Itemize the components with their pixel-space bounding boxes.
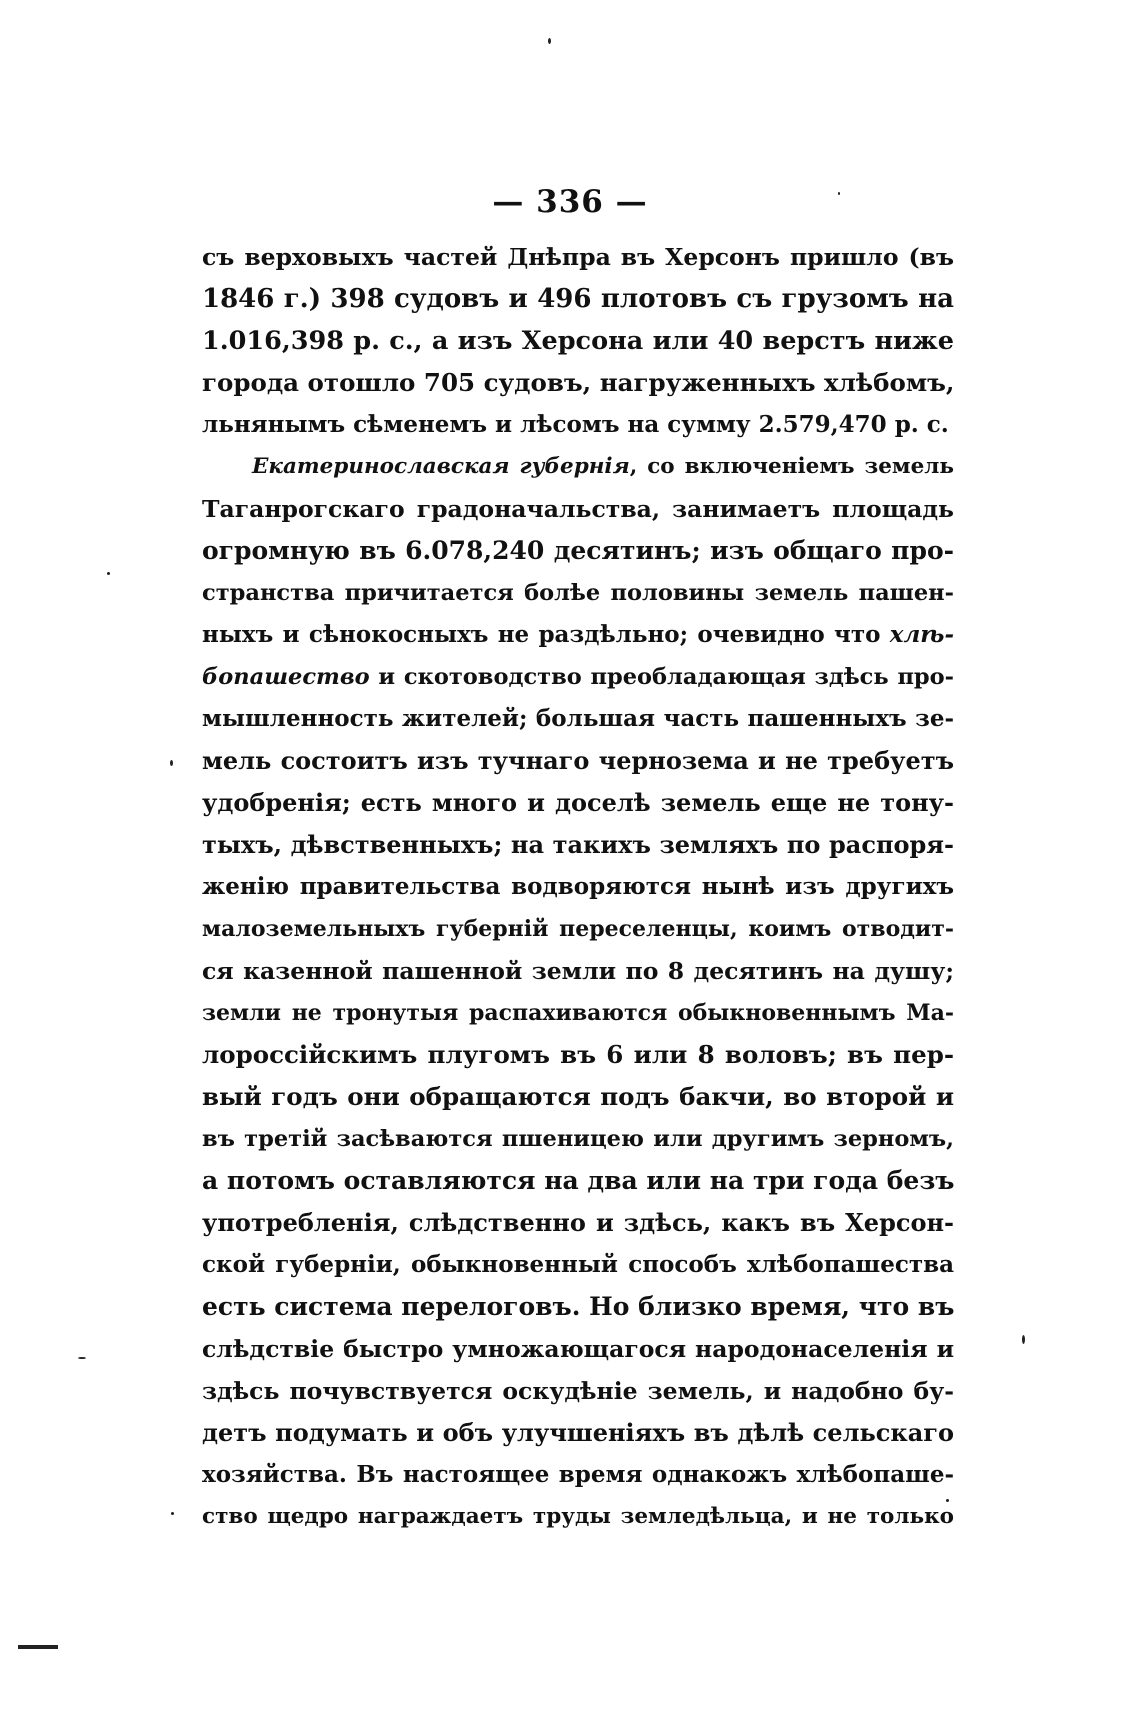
line-segment: 1.016,398 р. с., а изъ Херсона или 40 верстъ ниже (202, 326, 954, 356)
line-segment: тыхъ, дѣвственныхъ; на такихъ земляхъ по распоря- (202, 830, 954, 859)
italic-term: Екатеринославская губернія (252, 454, 630, 479)
scan-mark (18, 1645, 58, 1649)
line-segment: удобренія; есть много и доселѣ земель еще не тону- (202, 788, 954, 817)
text-line (202, 950, 954, 992)
line-segment: огромную въ 6.078,240 десятинъ; изъ общаго про- (202, 536, 954, 565)
text-line (202, 1454, 954, 1496)
scan-speck (78, 1357, 86, 1359)
text-line (202, 992, 954, 1034)
scan-speck (946, 1499, 949, 1502)
text-line (202, 530, 954, 572)
line-segment: съ верховыхъ частей Днѣпра въ Херсонъ пришло (въ (202, 243, 954, 271)
line-segment: 1846 г.) 398 судовъ и 496 плотовъ съ грузомъ на (202, 284, 954, 314)
scan-speck (1022, 1335, 1025, 1344)
text-line (202, 698, 954, 740)
text-line (202, 1286, 954, 1328)
line-segment: ныхъ и сѣнокосныхъ не раздѣльно; очевидно что (202, 621, 890, 648)
line-segment: ской губерніи, обыкновенный способъ хлѣбопашества (202, 1251, 954, 1278)
line-segment: здѣсь почувствуется оскудѣніе земель, и надобно бу- (202, 1377, 954, 1405)
line-segment: и скотоводство преобладающая здѣсь про- (369, 664, 954, 690)
line-segment: слѣдствіе быстро умножающагося народонаселенія и (202, 1335, 954, 1363)
line-segment: льнянымъ сѣменемъ и лѣсомъ на сумму 2.579,470 р. с. (202, 411, 949, 438)
text-line (202, 908, 954, 950)
text-line (202, 320, 954, 362)
text-line (202, 1160, 954, 1202)
text-line (202, 1118, 954, 1160)
line-segment: въ третій засѣваются пшеницею или другимъ зерномъ, (202, 1126, 954, 1152)
text-line (202, 488, 954, 530)
line-segment: есть система перелоговъ. Но близко время, что въ (202, 1292, 955, 1321)
text-line (202, 404, 954, 446)
text-line (202, 236, 954, 278)
line-segment: Таганрогскаго градоначальства, занимаетъ площадь (202, 495, 954, 523)
text-line (202, 1034, 954, 1076)
text-line (202, 1244, 954, 1286)
text-line (202, 1496, 954, 1538)
text-line (202, 278, 954, 320)
line-segment: лороссійскимъ плугомъ въ 6 или 8 воловъ; въ пер- (202, 1040, 954, 1069)
line-segment: города отошло 705 судовъ, нагруженныхъ хлѣбомъ, (202, 368, 955, 397)
text-line (202, 656, 954, 698)
text-line (202, 1412, 954, 1454)
line-segment: странства причитается болѣе половины земель пашен- (202, 580, 954, 606)
line-segment: , со включеніемъ земель (629, 454, 955, 479)
line-segment: земли не тронутыя распахиваются обыкновеннымъ Ма- (202, 1000, 954, 1026)
text-line (202, 614, 954, 656)
line-segment: употребленія, слѣдственно и здѣсь, какъ въ Херсон- (202, 1208, 954, 1237)
text-line (202, 782, 954, 824)
scan-speck (170, 760, 173, 766)
line-segment: ся казенной пашенной земли по 8 десятинъ на душу; (202, 957, 954, 985)
italic-term: хлѣ- (889, 621, 954, 648)
text-line (202, 866, 954, 908)
line-segment: мышленность жителей; большая часть пашенныхъ зе- (202, 705, 954, 732)
text-line (202, 362, 954, 404)
scan-speck (171, 1512, 174, 1515)
line-segment: малоземельныхъ губерній переселенцы, коимъ отводит- (202, 916, 954, 942)
page-number: — 336 — (492, 184, 648, 220)
line-segment: детъ подумать и объ улучшеніяхъ въ дѣлѣ сельскаго (202, 1418, 954, 1447)
scan-speck (838, 192, 840, 195)
text-line (202, 1076, 954, 1118)
text-line (202, 572, 954, 614)
line-segment: ство щедро награждаетъ труды земледѣльца, и не только (202, 1504, 954, 1529)
line-segment: хозяйства. Въ настоящее время однакожъ хлѣбопаше- (202, 1461, 954, 1488)
scan-speck (548, 38, 551, 44)
scan-speck (107, 572, 110, 575)
line-segment: вый годъ они обращаются подъ бакчи, во второй и (202, 1082, 954, 1111)
line-segment: женію правительства водворяются нынѣ изъ другихъ (202, 873, 954, 900)
text-line (202, 824, 954, 866)
line-segment: мель состоитъ изъ тучнаго чернозема и не требуетъ (202, 746, 954, 775)
text-line (202, 446, 954, 488)
line-segment: а потомъ оставляются на два или на три года безъ (202, 1166, 955, 1195)
text-line (202, 740, 954, 782)
text-line (202, 1202, 954, 1244)
page-text (202, 236, 954, 1538)
text-line (202, 1370, 954, 1412)
text-line (202, 1328, 954, 1370)
italic-term: бопашество (202, 664, 370, 690)
